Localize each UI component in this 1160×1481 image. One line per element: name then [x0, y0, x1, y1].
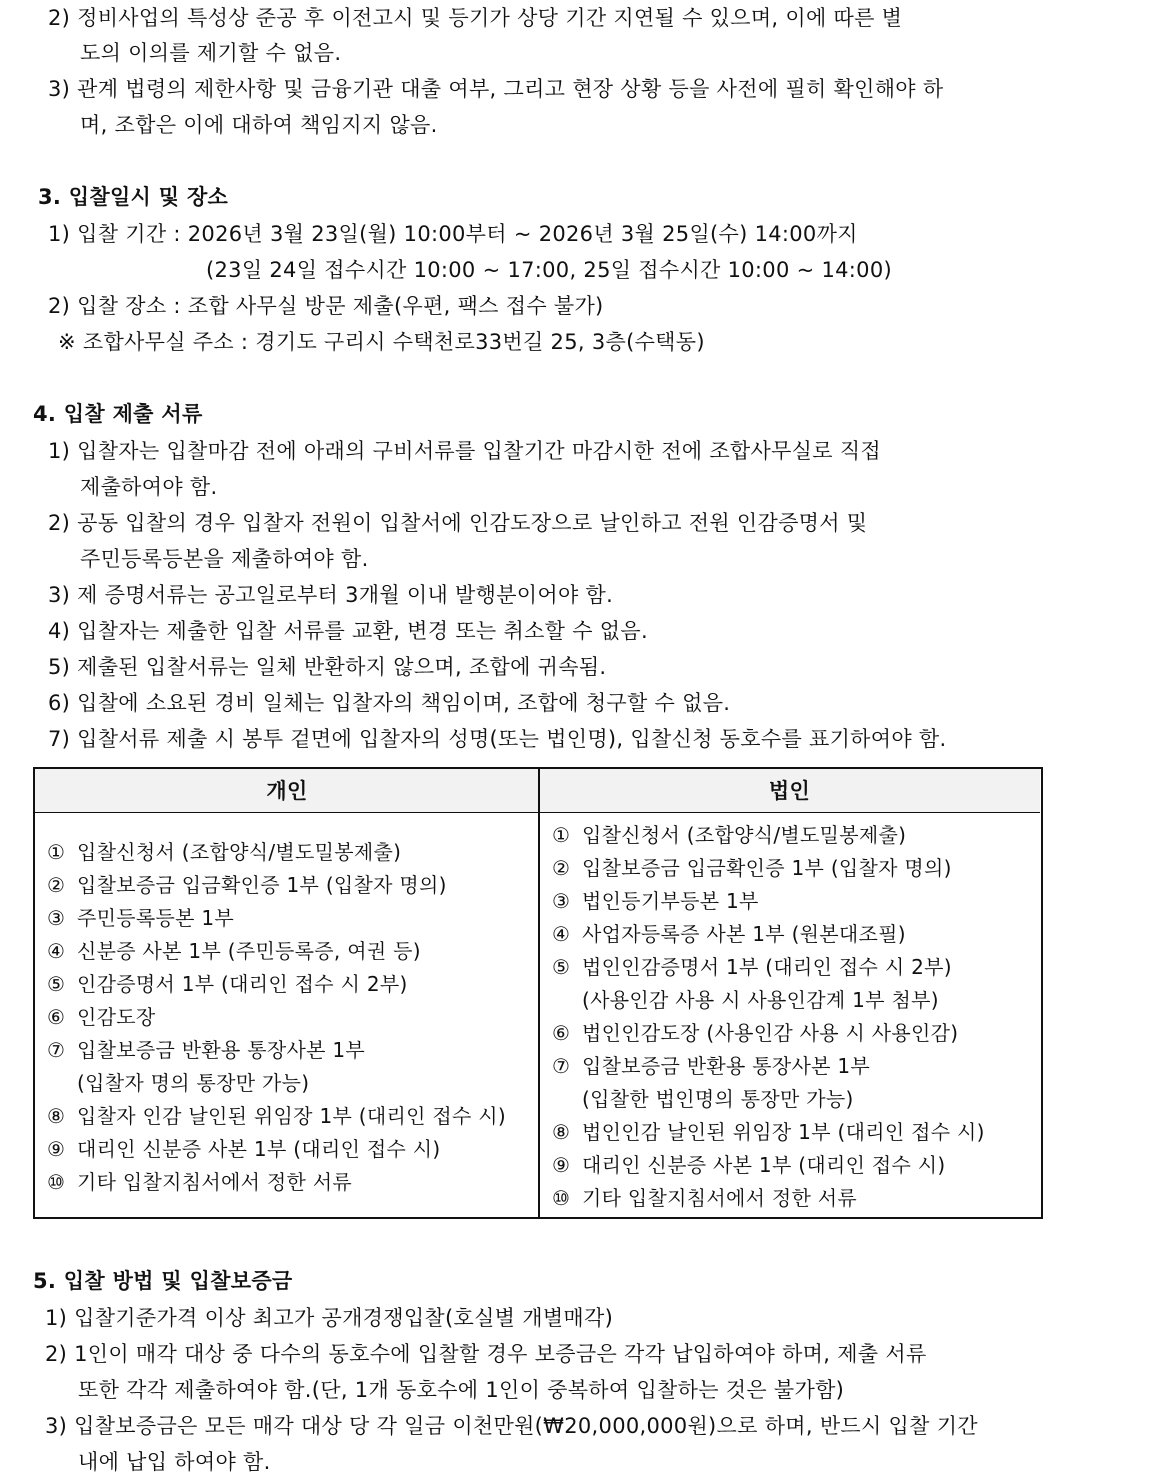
corporate-document-row-marker: ⑩	[552, 1186, 571, 1210]
documents-table	[33, 767, 1043, 1219]
corporate-document-row-text: 법인인감증명서 1부 (대리인 접수 시 2부)	[582, 955, 952, 979]
corporate-document-row-text: (사용인감 사용 시 사용인감계 1부 첨부)	[582, 988, 939, 1012]
section4-item-7: 7) 입찰서류 제출 시 봉투 겉면에 입찰자의 성명(또는 법인명), 입찰신청 동호수를 표기하여야 함.	[48, 727, 947, 751]
individual-document-row-text: 입찰자 인감 날인된 위임장 1부 (대리인 접수 시)	[77, 1104, 506, 1128]
corporate-document-row-text: 입찰보증금 입금확인증 1부 (입찰자 명의)	[582, 856, 952, 880]
individual-document-row	[47, 1068, 309, 1098]
corporate-document-row	[552, 1018, 958, 1048]
individual-document-row-marker: ⑨	[47, 1137, 66, 1161]
individual-document-row-marker: ①	[47, 840, 66, 864]
corporate-document-row	[552, 1150, 945, 1180]
corporate-document-row-text: 입찰보증금 반환용 통장사본 1부	[582, 1054, 871, 1078]
individual-document-row	[47, 1101, 506, 1131]
bid-place: 2) 입찰 장소 : 조합 사무실 방문 제출(우편, 팩스 접수 불가)	[48, 294, 604, 318]
section2-item-2-line1: 2) 정비사업의 특성상 준공 후 이전고시 및 등기가 상당 기간 지연될 수 있으며, 이에 따른 별	[48, 6, 903, 30]
corporate-document-row-text: 대리인 신분증 사본 1부 (대리인 접수 시)	[582, 1153, 946, 1177]
corporate-document-row-text: (입찰한 법인명의 통장만 가능)	[582, 1087, 854, 1111]
individual-document-row-text: 입찰신청서 (조합양식/별도밀봉제출)	[77, 840, 402, 864]
corporate-document-row	[552, 886, 759, 916]
individual-document-row-marker: ⑧	[47, 1104, 66, 1128]
section5-item-2-line1: 2) 1인이 매각 대상 중 다수의 동호수에 입찰할 경우 보증금은 각각 납입하여야 하며, 제출 서류	[45, 1342, 927, 1366]
individual-document-row-text: 대리인 신분증 사본 1부 (대리인 접수 시)	[77, 1137, 441, 1161]
individual-document-row-marker: ③	[47, 906, 66, 930]
corporate-document-row-marker: ③	[552, 889, 571, 913]
section4-item-3: 3) 제 증명서류는 공고일로부터 3개월 이내 발행분이어야 함.	[48, 583, 614, 607]
corporate-document-row-marker: ⑤	[552, 955, 571, 979]
table-header-corporate: 법인	[539, 769, 1040, 813]
individual-document-row-text: 신분증 사본 1부 (주민등록증, 여권 등)	[77, 939, 421, 963]
section5-item-1: 1) 입찰기준가격 이상 최고가 공개경쟁입찰(호실별 개별매각)	[45, 1306, 614, 1330]
section2-item-3-line1: 3) 관계 법령의 제한사항 및 금융기관 대출 여부, 그리고 현장 상황 등을 사전에 필히 확인해야 하	[48, 77, 944, 101]
section3-heading: 3. 입찰일시 및 장소	[38, 185, 229, 209]
individual-document-row	[47, 903, 234, 933]
individual-document-row-text: (입찰자 명의 통장만 가능)	[77, 1071, 310, 1095]
section4-item-4: 4) 입찰자는 제출한 입찰 서류를 교환, 변경 또는 취소할 수 없음.	[48, 619, 648, 643]
corporate-document-row	[552, 1051, 870, 1081]
individual-document-row	[47, 1002, 155, 1032]
section5-item-2-line2: 또한 각각 제출하여야 함.(단, 1개 동호수에 1인이 중복하여 입찰하는 것은 불가함)	[78, 1378, 845, 1402]
individual-document-row-text: 입찰보증금 입금확인증 1부 (입찰자 명의)	[77, 873, 447, 897]
individual-document-row-text: 인감도장	[77, 1005, 156, 1029]
individual-document-row-marker: ⑦	[47, 1038, 66, 1062]
individual-document-row-text: 주민등록등본 1부	[77, 906, 235, 930]
corporate-document-row	[552, 1183, 857, 1213]
corporate-document-row	[552, 820, 906, 850]
individual-document-row-text: 입찰보증금 반환용 통장사본 1부	[77, 1038, 366, 1062]
bid-period: 1) 입찰 기간 : 2026년 3월 23일(월) 10:00부터 ~ 2026년 3월 25일(수) 14:00까지	[48, 222, 858, 246]
individual-document-row	[47, 870, 447, 900]
individual-document-row-text: 기타 입찰지침서에서 정한 서류	[77, 1170, 353, 1194]
individual-document-row-marker: ⑤	[47, 972, 66, 996]
section4-heading: 4. 입찰 제출 서류	[33, 402, 203, 426]
section4-item-1-line1: 1) 입찰자는 입찰마감 전에 아래의 구비서류를 입찰기간 마감시한 전에 조합사무실로 직접	[48, 439, 881, 463]
corporate-document-row-text: 기타 입찰지침서에서 정한 서류	[582, 1186, 858, 1210]
corporate-document-row-text: 법인인감도장 (사용인감 사용 시 사용인감)	[582, 1021, 959, 1045]
corporate-document-row	[552, 952, 952, 982]
individual-document-row	[47, 837, 401, 867]
section4-item-2-line1: 2) 공동 입찰의 경우 입찰자 전원이 입찰서에 인감도장으로 날인하고 전원 인감증명서 및	[48, 511, 868, 535]
section5-item-3-line2: 내에 납입 하여야 함.	[78, 1450, 271, 1474]
corporate-document-row-marker: ⑥	[552, 1021, 571, 1045]
section5-item-3-line1: 3) 입찰보증금은 모든 매각 대상 당 각 일금 이천만원(₩20,000,000원)으로 하며, 반드시 입찰 기간	[45, 1414, 978, 1438]
office-address: ※ 조합사무실 주소 : 경기도 구리시 수택천로33번길 25, 3층(수택동)	[58, 330, 705, 354]
corporate-document-row-marker: ⑧	[552, 1120, 571, 1144]
bid-period-note: (23일 24일 접수시간 10:00 ~ 17:00, 25일 접수시간 10:00 ~ 14:00)	[206, 258, 892, 282]
section4-item-2-line2: 주민등록등본을 제출하여야 함.	[80, 547, 369, 571]
corporate-document-row-marker: ⑨	[552, 1153, 571, 1177]
corporate-document-row	[552, 1117, 985, 1147]
corporate-document-row-marker: ②	[552, 856, 571, 880]
individual-document-row-marker: ⑩	[47, 1170, 66, 1194]
corporate-document-row-marker: ④	[552, 922, 571, 946]
section5-heading: 5. 입찰 방법 및 입찰보증금	[33, 1269, 293, 1293]
section4-item-6: 6) 입찰에 소요된 경비 일체는 입찰자의 책임이며, 조합에 청구할 수 없음.	[48, 691, 731, 715]
section2-item-2-line2: 도의 이의를 제기할 수 없음.	[80, 41, 342, 65]
individual-document-row	[47, 1167, 352, 1197]
corporate-document-row-text: 법인인감 날인된 위임장 1부 (대리인 접수 시)	[582, 1120, 985, 1144]
section4-item-1-line2: 제출하여야 함.	[80, 475, 218, 499]
individual-document-row-marker: ⑥	[47, 1005, 66, 1029]
corporate-document-row-text: 사업자등록증 사본 1부 (원본대조필)	[582, 922, 906, 946]
corporate-document-row-marker: ①	[552, 823, 571, 847]
table-divider	[538, 769, 540, 1217]
individual-document-row	[47, 969, 408, 999]
corporate-document-row	[552, 1084, 854, 1114]
individual-document-row-marker: ④	[47, 939, 66, 963]
individual-document-row-marker: ②	[47, 873, 66, 897]
individual-document-row	[47, 936, 421, 966]
corporate-document-row	[552, 919, 906, 949]
corporate-document-row	[552, 985, 939, 1015]
individual-document-row	[47, 1035, 365, 1065]
corporate-document-row	[552, 853, 952, 883]
section4-item-5: 5) 제출된 입찰서류는 일체 반환하지 않으며, 조합에 귀속됨.	[48, 655, 607, 679]
corporate-document-row-marker: ⑦	[552, 1054, 571, 1078]
individual-document-row	[47, 1134, 440, 1164]
section2-item-3-line2: 며, 조합은 이에 대하여 책임지지 않음.	[80, 113, 438, 137]
individual-document-row-text: 인감증명서 1부 (대리인 접수 시 2부)	[77, 972, 408, 996]
table-header-individual: 개인	[35, 769, 539, 813]
corporate-document-row-text: 입찰신청서 (조합양식/별도밀봉제출)	[582, 823, 907, 847]
corporate-document-row-text: 법인등기부등본 1부	[582, 889, 759, 913]
